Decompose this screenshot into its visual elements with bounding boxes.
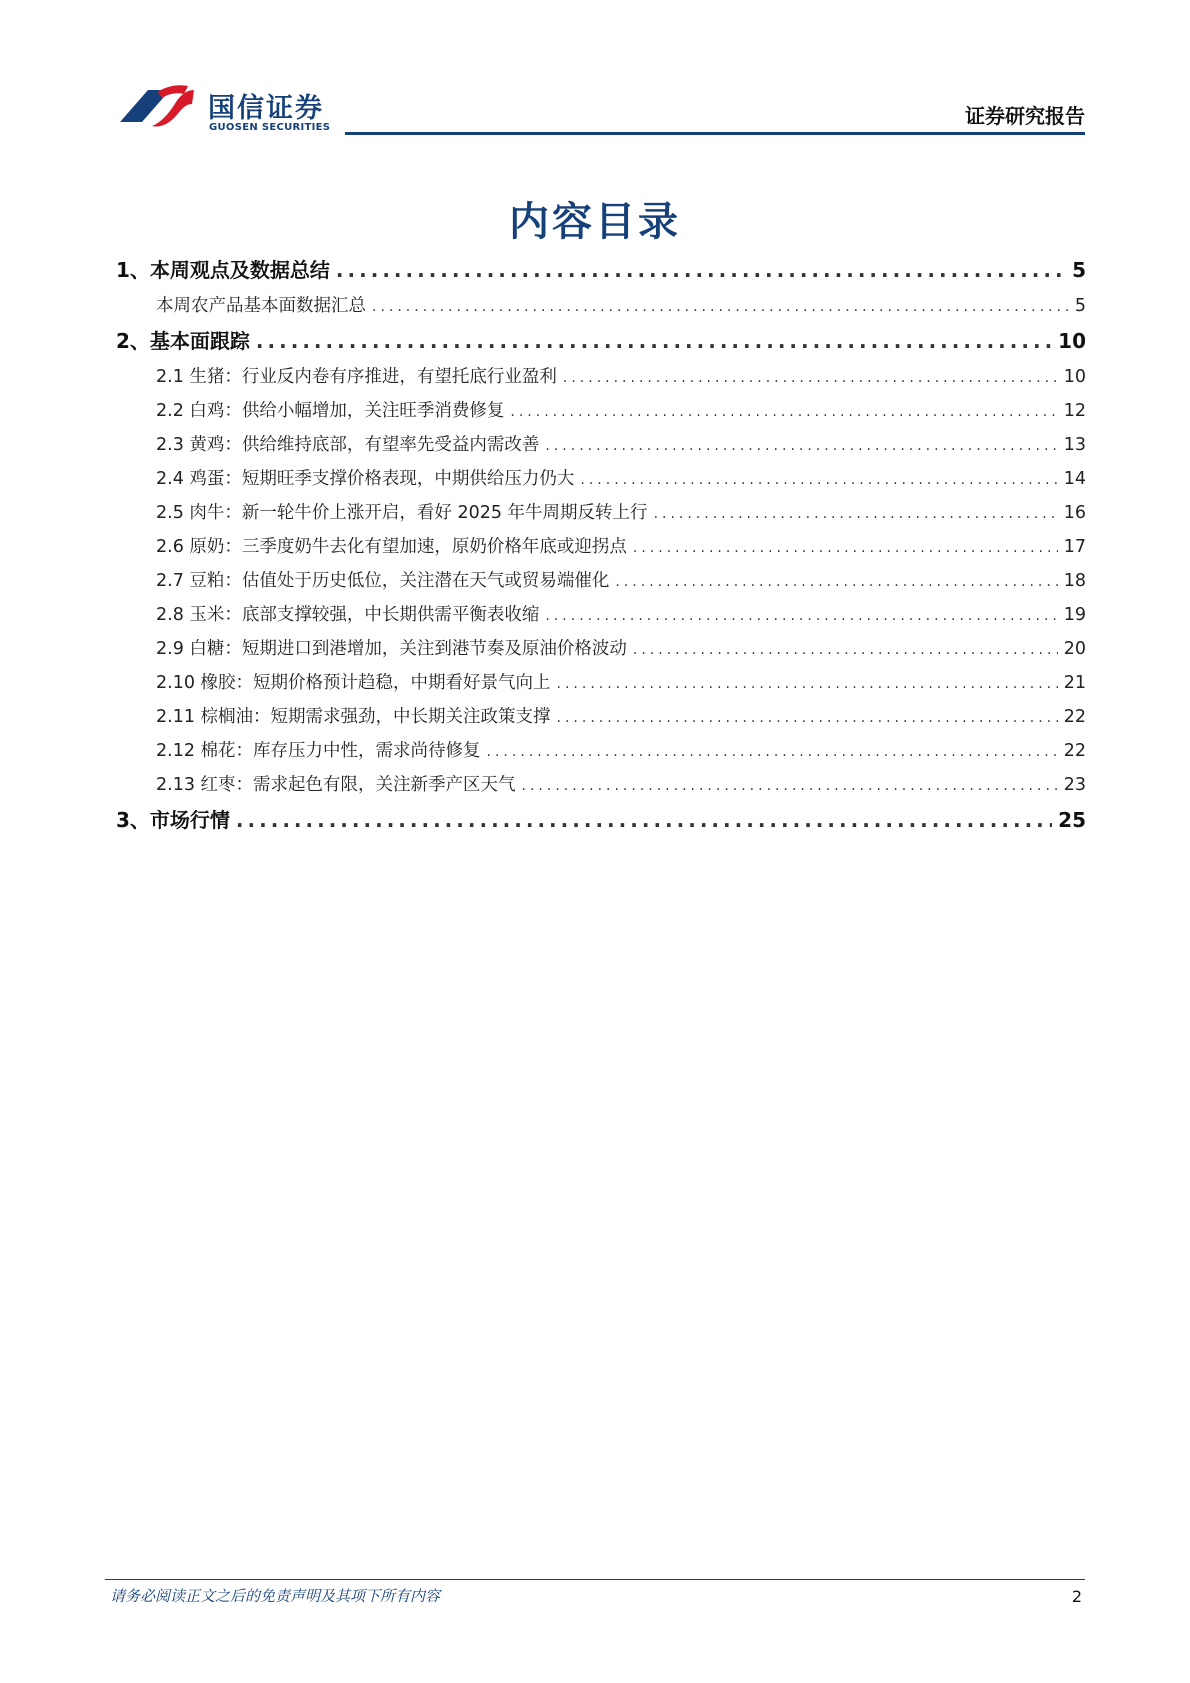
toc-entry-level2[interactable] [116, 530, 1086, 564]
toc-entry-page: 16 [1063, 503, 1086, 523]
toc-entry-page: 18 [1063, 571, 1086, 591]
toc-leader-dots [615, 565, 1057, 599]
toc-entry-page: 19 [1063, 605, 1086, 625]
toc-entry-label: 2.12 棉花：库存压力中性，需求尚待修复 [156, 741, 481, 761]
toc-entry-label: 3、市场行情 [116, 808, 230, 832]
toc-entry-level1[interactable] [116, 252, 1086, 289]
toc-entry-label: 本周农产品基本面数据汇总 [156, 296, 366, 316]
toc-entry-level2[interactable] [116, 734, 1086, 768]
table-of-contents [116, 252, 1086, 839]
toc-entry-label: 2.3 黄鸡：供给维持底部，有望率先受益内需改善 [156, 435, 540, 455]
brand-name-cn: 国信证券 [208, 93, 324, 124]
toc-entry-label: 2.9 白糖：短期进口到港增加，关注到港节奏及原油价格波动 [156, 639, 627, 659]
toc-leader-dots [545, 599, 1057, 633]
toc-entry-page: 21 [1063, 673, 1086, 693]
toc-leader-dots [557, 701, 1058, 735]
logo-mark-icon [118, 82, 198, 132]
toc-entry-level2[interactable] [116, 394, 1086, 428]
toc-leader-dots [256, 323, 1052, 360]
toc-entry-page: 25 [1058, 808, 1086, 832]
toc-entry-label: 2.2 白鸡：供给小幅增加，关注旺季消费修复 [156, 401, 505, 421]
toc-entry-page: 5 [1074, 296, 1086, 316]
toc-leader-dots [336, 252, 1066, 289]
toc-entry-level2[interactable] [116, 598, 1086, 632]
toc-leader-dots [633, 633, 1058, 667]
report-type: 证券研究报告 [965, 104, 1085, 128]
toc-leader-dots [654, 497, 1058, 531]
toc-entry-label: 2.5 肉牛：新一轮牛价上涨开启，看好 2025 年牛周期反转上行 [156, 503, 648, 523]
toc-entry-label: 2.8 玉米：底部支撑较强，中长期供需平衡表收缩 [156, 605, 540, 625]
toc-entry-level2[interactable] [116, 428, 1086, 462]
toc-entry-page: 14 [1063, 469, 1086, 489]
page-header [0, 0, 1190, 140]
toc-entry-level2[interactable] [116, 666, 1086, 700]
toc-leader-dots [510, 395, 1057, 429]
toc-entry-level2[interactable] [116, 496, 1086, 530]
brand-name-en: GUOSEN SECURITIES [209, 122, 331, 133]
page-number: 2 [1071, 1587, 1082, 1606]
toc-entry-level2[interactable] [116, 360, 1086, 394]
company-logo [118, 82, 348, 142]
toc-leader-dots [487, 735, 1058, 769]
toc-entry-page: 22 [1063, 741, 1086, 761]
toc-entry-label: 1、本周观点及数据总结 [116, 258, 330, 282]
toc-entry-level2[interactable] [116, 564, 1086, 598]
toc-entry-label: 2.6 原奶：三季度奶牛去化有望加速，原奶价格年底或迎拐点 [156, 537, 627, 557]
toc-entry-level2[interactable] [116, 289, 1086, 323]
toc-title: 内容目录 [509, 199, 681, 245]
toc-entry-page: 5 [1072, 258, 1086, 282]
toc-leader-dots [633, 531, 1058, 565]
toc-leader-dots [580, 463, 1057, 497]
toc-entry-label: 2.13 红枣：需求起色有限，关注新季产区天气 [156, 775, 516, 795]
toc-entry-label: 2、基本面跟踪 [116, 329, 250, 353]
toc-entry-page: 20 [1063, 639, 1086, 659]
toc-entry-label: 2.7 豆粕：估值处于历史低位，关注潜在天气或贸易端催化 [156, 571, 610, 591]
footer-divider [105, 1579, 1085, 1580]
toc-entry-level2[interactable] [116, 768, 1086, 802]
toc-entry-label: 2.1 生猪：行业反内卷有序推进，有望托底行业盈利 [156, 367, 557, 387]
toc-entry-label: 2.11 棕榈油：短期需求强劲，中长期关注政策支撑 [156, 707, 551, 727]
toc-entry-level1[interactable] [116, 802, 1086, 839]
toc-entry-label: 2.4 鸡蛋：短期旺季支撑价格表现，中期供给压力仍大 [156, 469, 575, 489]
toc-leader-dots [545, 429, 1057, 463]
toc-entry-page: 10 [1063, 367, 1086, 387]
toc-leader-dots [236, 802, 1052, 839]
toc-entry-label: 2.10 橡胶：短期价格预计趋稳，中期看好景气向上 [156, 673, 551, 693]
toc-entry-page: 10 [1058, 329, 1086, 353]
toc-leader-dots [522, 769, 1058, 803]
toc-entry-level2[interactable] [116, 462, 1086, 496]
toc-entry-page: 17 [1063, 537, 1086, 557]
toc-entry-page: 13 [1063, 435, 1086, 455]
toc-entry-level1[interactable] [116, 323, 1086, 360]
toc-entry-page: 12 [1063, 401, 1086, 421]
toc-leader-dots [372, 290, 1069, 324]
toc-leader-dots [557, 667, 1058, 701]
toc-entry-page: 23 [1063, 775, 1086, 795]
toc-entry-level2[interactable] [116, 700, 1086, 734]
toc-entry-page: 22 [1063, 707, 1086, 727]
header-divider [345, 132, 1085, 135]
toc-entry-level2[interactable] [116, 632, 1086, 666]
toc-leader-dots [563, 361, 1058, 395]
disclaimer-note[interactable]: 请务必阅读正文之后的免责声明及其项下所有内容 [110, 1587, 441, 1605]
